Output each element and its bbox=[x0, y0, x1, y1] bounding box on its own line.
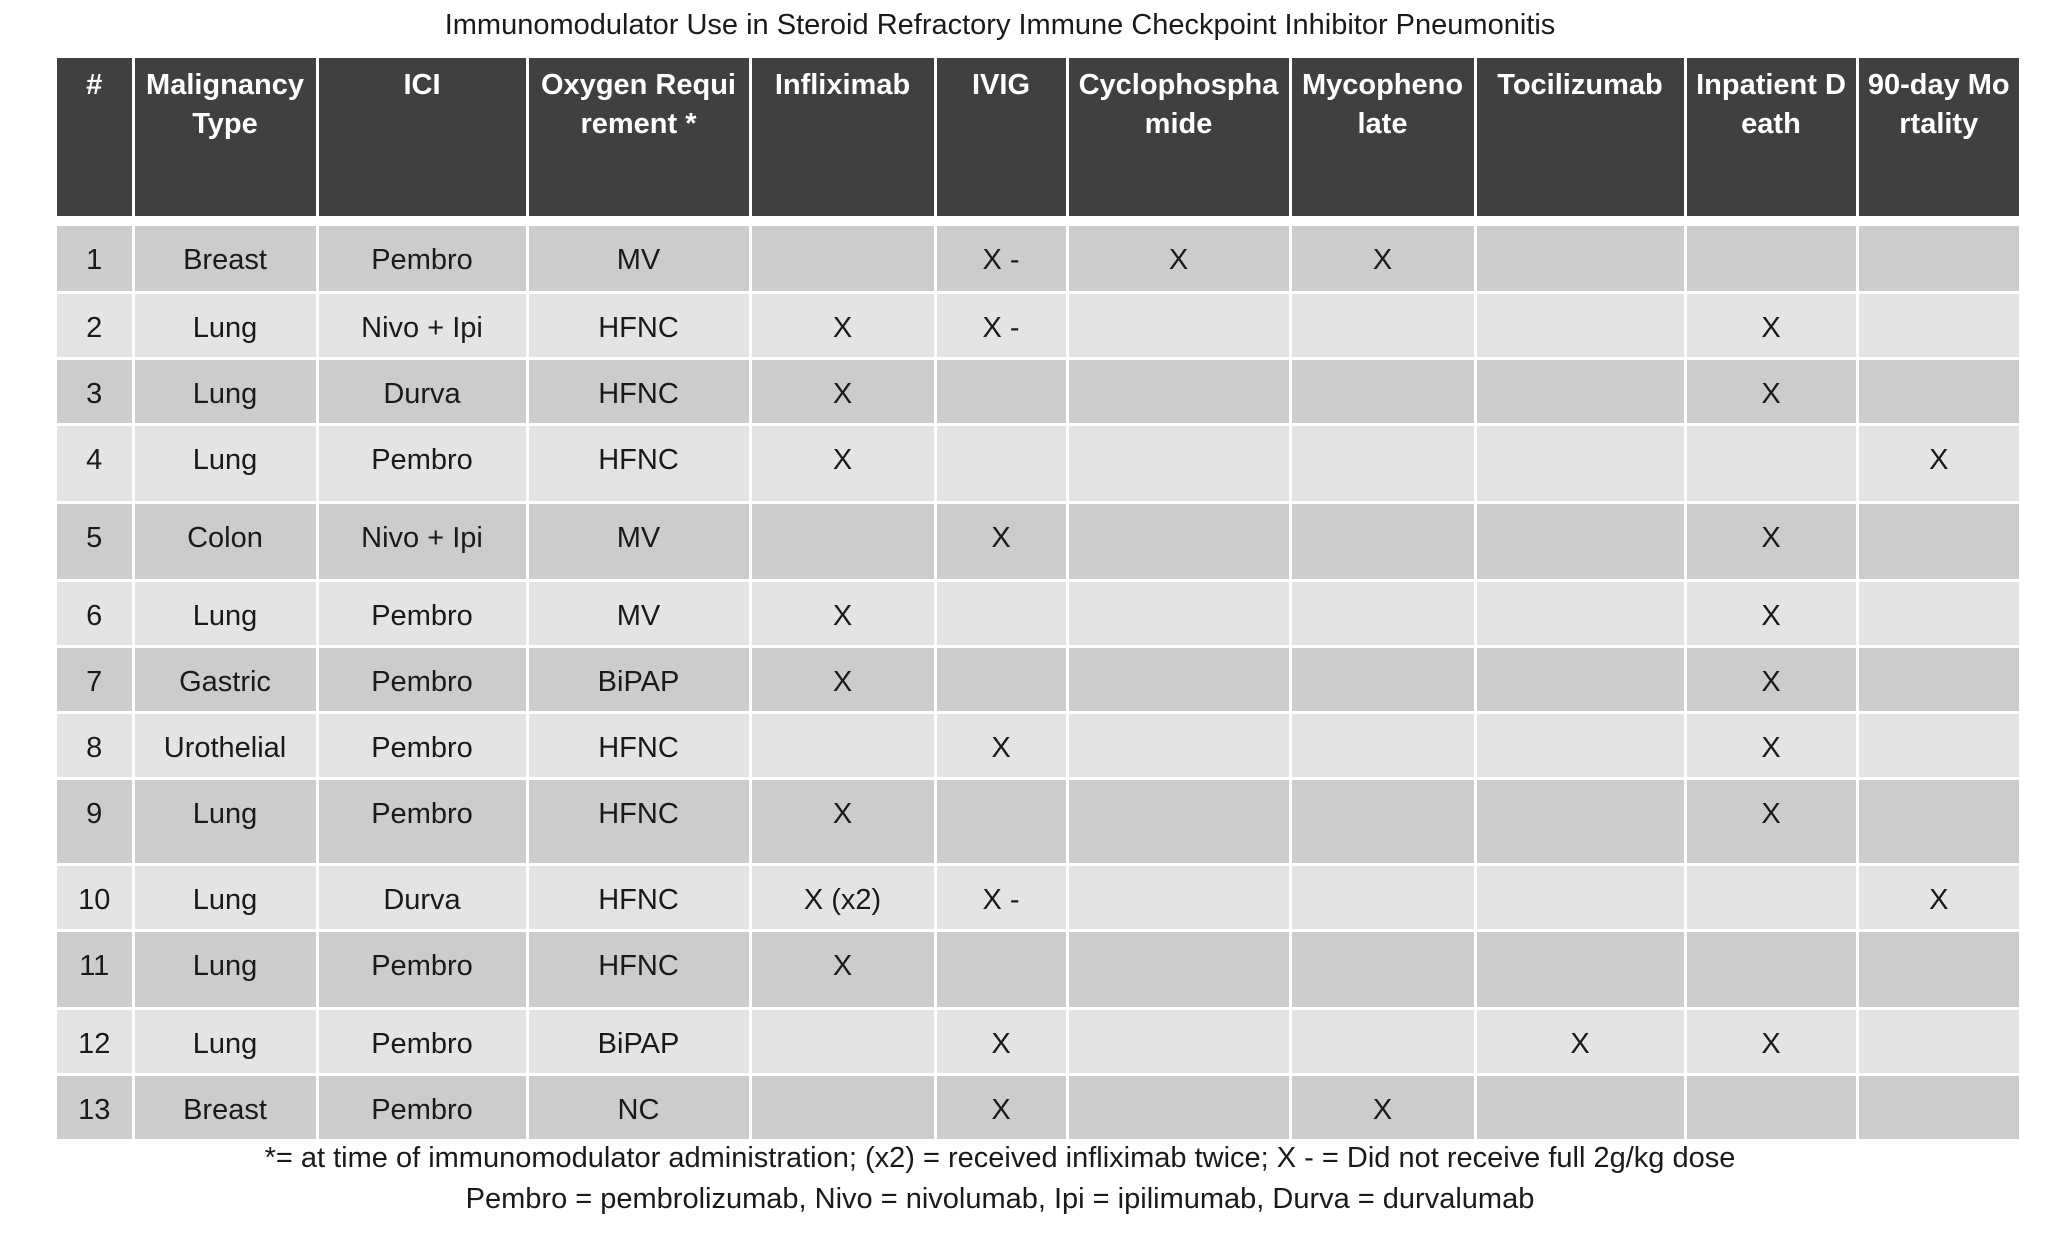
table-row bbox=[57, 778, 2019, 864]
table-row bbox=[57, 1008, 2019, 1074]
header-infliximab: Infliximab bbox=[750, 58, 935, 216]
cell-infliximab: X bbox=[750, 424, 935, 502]
header-number: # bbox=[57, 58, 133, 216]
cell-malignancy-type: Breast bbox=[133, 1074, 317, 1140]
header-oxygen-requirement: Oxygen Requirement * bbox=[527, 58, 750, 216]
cell-oxygen-requirement: MV bbox=[527, 226, 750, 292]
cell-inpatient-death: X bbox=[1685, 1008, 1857, 1074]
cell-ici: Pembro bbox=[317, 646, 527, 712]
table-title: Immunomodulator Use in Steroid Refractory Immune Checkpoint Inhibitor Pneumonitis bbox=[444, 9, 1556, 41]
cell-infliximab bbox=[750, 712, 935, 778]
cell-cyclophosphamide bbox=[1067, 502, 1290, 580]
cell-mycophenolate bbox=[1290, 778, 1475, 864]
cell-tocilizumab bbox=[1475, 646, 1685, 712]
cell-tocilizumab bbox=[1475, 358, 1685, 424]
cell-cyclophosphamide: X bbox=[1067, 226, 1290, 292]
cell-ivig bbox=[935, 580, 1067, 646]
cell-inpatient-death: X bbox=[1685, 778, 1857, 864]
header-malignancy-type: Malignancy Type bbox=[133, 58, 317, 216]
cell-ici: Pembro bbox=[317, 930, 527, 1008]
cell-inpatient-death bbox=[1685, 424, 1857, 502]
cell-ici: Pembro bbox=[317, 580, 527, 646]
cell-90-day-mortality: X bbox=[1857, 424, 2019, 502]
cell-ici: Pembro bbox=[317, 712, 527, 778]
cell-cyclophosphamide bbox=[1067, 864, 1290, 930]
cell-infliximab: X bbox=[750, 358, 935, 424]
cell-malignancy-type: Lung bbox=[133, 930, 317, 1008]
cell-number: 13 bbox=[57, 1074, 133, 1140]
table-row bbox=[57, 930, 2019, 1008]
cell-cyclophosphamide bbox=[1067, 1074, 1290, 1140]
cell-oxygen-requirement: HFNC bbox=[527, 864, 750, 930]
cell-90-day-mortality bbox=[1857, 292, 2019, 358]
cell-90-day-mortality bbox=[1857, 358, 2019, 424]
header-cyclophosphamide: Cyclophosphamide bbox=[1067, 58, 1290, 216]
header-gap bbox=[57, 216, 2019, 226]
cell-inpatient-death bbox=[1685, 1074, 1857, 1140]
cell-mycophenolate bbox=[1290, 424, 1475, 502]
cell-tocilizumab bbox=[1475, 424, 1685, 502]
cell-ici: Pembro bbox=[317, 1074, 527, 1140]
cell-90-day-mortality bbox=[1857, 712, 2019, 778]
cell-ici: Pembro bbox=[317, 1008, 527, 1074]
cell-ivig bbox=[935, 930, 1067, 1008]
cell-mycophenolate bbox=[1290, 646, 1475, 712]
cell-cyclophosphamide bbox=[1067, 358, 1290, 424]
header-inpatient-death: Inpatient Death bbox=[1685, 58, 1857, 216]
cell-mycophenolate: X bbox=[1290, 1074, 1475, 1140]
cell-number: 6 bbox=[57, 580, 133, 646]
footnote-definitions: *= at time of immunomodulator administration; (x2) = received infliximab twice; X - = Did not receive full 2g/kg dose bbox=[264, 1142, 1736, 1174]
cell-infliximab bbox=[750, 1008, 935, 1074]
cell-malignancy-type: Lung bbox=[133, 778, 317, 864]
cell-oxygen-requirement: HFNC bbox=[527, 778, 750, 864]
cell-90-day-mortality bbox=[1857, 778, 2019, 864]
cell-mycophenolate bbox=[1290, 292, 1475, 358]
table-row bbox=[57, 226, 2019, 292]
immunomodulator-table bbox=[57, 58, 2019, 1142]
table-row bbox=[57, 358, 2019, 424]
cell-ivig bbox=[935, 424, 1067, 502]
cell-malignancy-type: Lung bbox=[133, 424, 317, 502]
cell-ivig: X - bbox=[935, 292, 1067, 358]
cell-number: 4 bbox=[57, 424, 133, 502]
table-body bbox=[57, 216, 2019, 1140]
cell-ici: Nivo + Ipi bbox=[317, 292, 527, 358]
cell-tocilizumab bbox=[1475, 778, 1685, 864]
cell-mycophenolate bbox=[1290, 580, 1475, 646]
cell-malignancy-type: Breast bbox=[133, 226, 317, 292]
cell-ivig bbox=[935, 778, 1067, 864]
cell-mycophenolate: X bbox=[1290, 226, 1475, 292]
table-row bbox=[57, 1074, 2019, 1140]
footnote-abbreviations: Pembro = pembrolizumab, Nivo = nivolumab, Ipi = ipilimumab, Durva = durvalumab bbox=[465, 1183, 1535, 1215]
cell-infliximab: X bbox=[750, 580, 935, 646]
cell-oxygen-requirement: HFNC bbox=[527, 292, 750, 358]
cell-malignancy-type: Lung bbox=[133, 580, 317, 646]
cell-tocilizumab bbox=[1475, 930, 1685, 1008]
cell-oxygen-requirement: BiPAP bbox=[527, 646, 750, 712]
cell-malignancy-type: Lung bbox=[133, 358, 317, 424]
table-row bbox=[57, 424, 2019, 502]
cell-inpatient-death bbox=[1685, 226, 1857, 292]
cell-ivig: X - bbox=[935, 864, 1067, 930]
cell-infliximab: X (x2) bbox=[750, 864, 935, 930]
cell-infliximab bbox=[750, 502, 935, 580]
cell-mycophenolate bbox=[1290, 712, 1475, 778]
cell-oxygen-requirement: MV bbox=[527, 502, 750, 580]
cell-inpatient-death: X bbox=[1685, 502, 1857, 580]
cell-cyclophosphamide bbox=[1067, 580, 1290, 646]
cell-mycophenolate bbox=[1290, 1008, 1475, 1074]
header-row bbox=[57, 58, 2019, 216]
cell-tocilizumab bbox=[1475, 712, 1685, 778]
cell-ici: Durva bbox=[317, 864, 527, 930]
cell-cyclophosphamide bbox=[1067, 424, 1290, 502]
cell-oxygen-requirement: HFNC bbox=[527, 358, 750, 424]
table-row bbox=[57, 646, 2019, 712]
cell-infliximab bbox=[750, 226, 935, 292]
cell-malignancy-type: Urothelial bbox=[133, 712, 317, 778]
cell-90-day-mortality bbox=[1857, 1074, 2019, 1140]
cell-90-day-mortality bbox=[1857, 502, 2019, 580]
cell-infliximab: X bbox=[750, 646, 935, 712]
cell-ivig bbox=[935, 646, 1067, 712]
cell-number: 11 bbox=[57, 930, 133, 1008]
cell-oxygen-requirement: HFNC bbox=[527, 712, 750, 778]
cell-ici: Durva bbox=[317, 358, 527, 424]
cell-mycophenolate bbox=[1290, 930, 1475, 1008]
cell-mycophenolate bbox=[1290, 864, 1475, 930]
cell-mycophenolate bbox=[1290, 358, 1475, 424]
cell-ivig bbox=[935, 358, 1067, 424]
cell-cyclophosphamide bbox=[1067, 778, 1290, 864]
table-row bbox=[57, 864, 2019, 930]
cell-inpatient-death: X bbox=[1685, 646, 1857, 712]
cell-ivig: X - bbox=[935, 226, 1067, 292]
table-row bbox=[57, 580, 2019, 646]
cell-inpatient-death: X bbox=[1685, 292, 1857, 358]
cell-tocilizumab bbox=[1475, 292, 1685, 358]
cell-tocilizumab bbox=[1475, 502, 1685, 580]
cell-malignancy-type: Lung bbox=[133, 1008, 317, 1074]
cell-inpatient-death bbox=[1685, 930, 1857, 1008]
cell-90-day-mortality bbox=[1857, 1008, 2019, 1074]
cell-tocilizumab bbox=[1475, 864, 1685, 930]
cell-number: 12 bbox=[57, 1008, 133, 1074]
header-ici: ICI bbox=[317, 58, 527, 216]
cell-cyclophosphamide bbox=[1067, 292, 1290, 358]
cell-number: 9 bbox=[57, 778, 133, 864]
cell-number: 3 bbox=[57, 358, 133, 424]
cell-oxygen-requirement: MV bbox=[527, 580, 750, 646]
cell-cyclophosphamide bbox=[1067, 1008, 1290, 1074]
cell-ici: Pembro bbox=[317, 226, 527, 292]
cell-cyclophosphamide bbox=[1067, 646, 1290, 712]
cell-malignancy-type: Gastric bbox=[133, 646, 317, 712]
cell-90-day-mortality bbox=[1857, 226, 2019, 292]
cell-infliximab bbox=[750, 1074, 935, 1140]
cell-cyclophosphamide bbox=[1067, 712, 1290, 778]
cell-number: 10 bbox=[57, 864, 133, 930]
cell-oxygen-requirement: HFNC bbox=[527, 424, 750, 502]
cell-malignancy-type: Lung bbox=[133, 292, 317, 358]
cell-ici: Nivo + Ipi bbox=[317, 502, 527, 580]
cell-number: 1 bbox=[57, 226, 133, 292]
header-90-day-mortality: 90-day Mortality bbox=[1857, 58, 2019, 216]
cell-malignancy-type: Colon bbox=[133, 502, 317, 580]
table-header bbox=[57, 58, 2019, 216]
cell-tocilizumab bbox=[1475, 1074, 1685, 1140]
cell-90-day-mortality bbox=[1857, 580, 2019, 646]
cell-inpatient-death bbox=[1685, 864, 1857, 930]
cell-mycophenolate bbox=[1290, 502, 1475, 580]
cell-inpatient-death: X bbox=[1685, 358, 1857, 424]
cell-number: 8 bbox=[57, 712, 133, 778]
cell-90-day-mortality bbox=[1857, 646, 2019, 712]
cell-infliximab: X bbox=[750, 778, 935, 864]
cell-inpatient-death: X bbox=[1685, 712, 1857, 778]
cell-cyclophosphamide bbox=[1067, 930, 1290, 1008]
header-tocilizumab: Tocilizumab bbox=[1475, 58, 1685, 216]
cell-90-day-mortality bbox=[1857, 930, 2019, 1008]
cell-ivig: X bbox=[935, 502, 1067, 580]
cell-malignancy-type: Lung bbox=[133, 864, 317, 930]
table-row bbox=[57, 292, 2019, 358]
cell-tocilizumab: X bbox=[1475, 1008, 1685, 1074]
cell-number: 7 bbox=[57, 646, 133, 712]
cell-oxygen-requirement: NC bbox=[527, 1074, 750, 1140]
header-ivig: IVIG bbox=[935, 58, 1067, 216]
cell-infliximab: X bbox=[750, 292, 935, 358]
cell-inpatient-death: X bbox=[1685, 580, 1857, 646]
cell-tocilizumab bbox=[1475, 580, 1685, 646]
cell-ivig: X bbox=[935, 712, 1067, 778]
cell-90-day-mortality: X bbox=[1857, 864, 2019, 930]
header-mycophenolate: Mycophenolate bbox=[1290, 58, 1475, 216]
cell-tocilizumab bbox=[1475, 226, 1685, 292]
cell-oxygen-requirement: HFNC bbox=[527, 930, 750, 1008]
table-row bbox=[57, 502, 2019, 580]
table-row bbox=[57, 712, 2019, 778]
cell-infliximab: X bbox=[750, 930, 935, 1008]
cell-oxygen-requirement: BiPAP bbox=[527, 1008, 750, 1074]
cell-ici: Pembro bbox=[317, 424, 527, 502]
cell-number: 2 bbox=[57, 292, 133, 358]
cell-ici: Pembro bbox=[317, 778, 527, 864]
cell-ivig: X bbox=[935, 1008, 1067, 1074]
cell-ivig: X bbox=[935, 1074, 1067, 1140]
cell-number: 5 bbox=[57, 502, 133, 580]
